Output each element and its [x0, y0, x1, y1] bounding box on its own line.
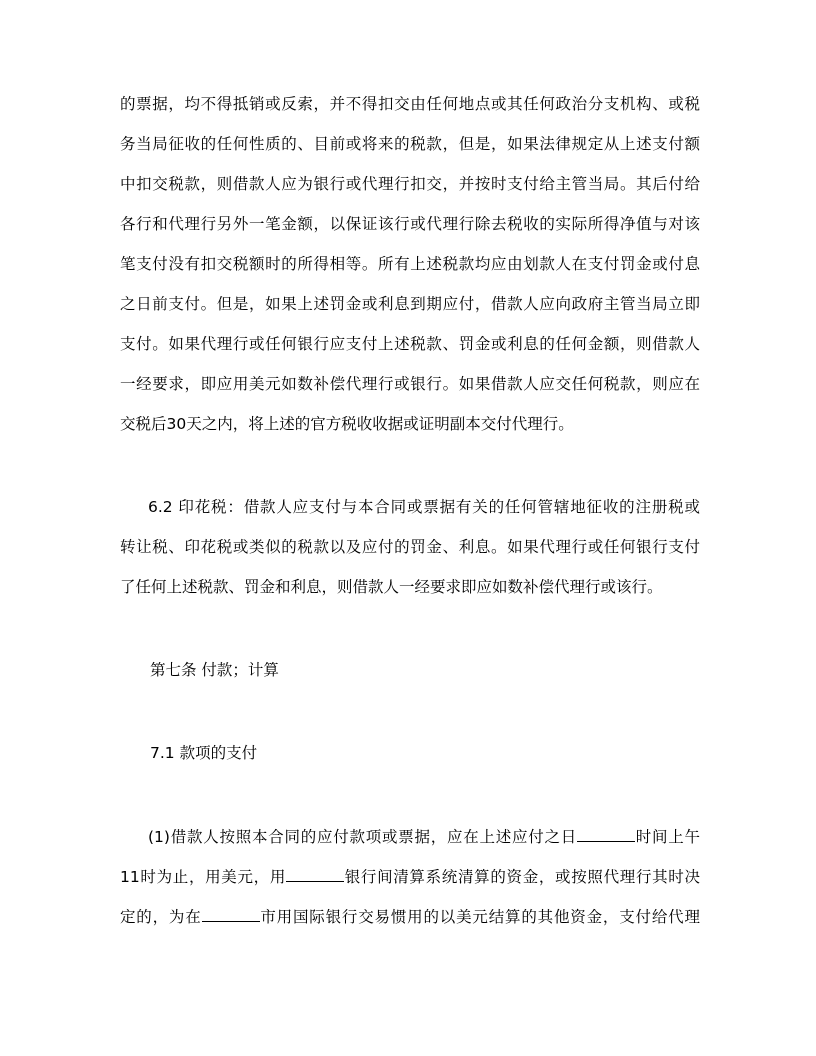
text-line: 笔支付没有扣交税额时的所得相等。所有上述税款均应由划款人在支付罚金或付息: [120, 255, 700, 273]
text-line: 一经要求，即应用美元如数补偿代理行或银行。如果借款人应交任何税款，则应在: [120, 375, 700, 393]
text-line: 支付。如果代理行或任何银行应支付上述税款、罚金或利息的任何金额，则借款人: [120, 335, 700, 353]
text-line: [120, 866, 700, 887]
text-fragment: 时间上午: [634, 828, 700, 846]
text-line: 6.2 印花税：借款人应支付与本合同或票据有关的任何管辖地征收的注册税或: [148, 498, 700, 516]
text-line: 中扣交税款，则借款人应为银行或代理行扣交，并按时支付给主管当局。其后付给: [120, 175, 700, 193]
text-line: 之日前支付。但是，如果上述罚金或利息到期应付，借款人应向政府主管当局立即: [120, 295, 700, 313]
text-line: [120, 906, 700, 927]
text-fragment: 11时为止，用美元，用: [120, 868, 287, 886]
text-fragment: 市用国际银行交易惯用的以美元结算的其他资金，支付给代理: [259, 908, 700, 926]
text-line: 交税后30天之内，将上述的官方税收收据或证明副本交付代理行。: [120, 415, 574, 433]
text-line: 务当局征收的任何性质的、目前或将来的税款，但是，如果法律规定从上述支付额: [120, 135, 700, 153]
fill-in-blank: [202, 906, 260, 922]
text-fragment: 定的，为在: [120, 908, 202, 926]
text-line: [148, 826, 700, 847]
section-heading: 7.1 款项的支付: [150, 744, 258, 762]
text-fragment: 银行间清算系统清算的资金，或按照代理行其时决: [344, 868, 700, 886]
fill-in-blank: [577, 826, 635, 842]
text-fragment: (1)借款人按照本合同的应付款项或票据，应在上述应付之日: [148, 828, 577, 846]
fill-in-blank: [286, 866, 344, 882]
text-line: 转让税、印花税或类似的税款以及应付的罚金、利息。如果代理行或任何银行支付: [120, 538, 700, 556]
text-line: 的票据，均不得抵销或反索，并不得扣交由任何地点或其任何政治分支机构、或税: [120, 95, 700, 113]
text-line: 各行和代理行另外一笔金额，以保证该行或代理行除去税收的实际所得净值与对该: [120, 215, 700, 233]
article-heading: 第七条 付款；计算: [150, 661, 279, 679]
text-line: 了任何上述税款、罚金和利息，则借款人一经要求即应如数补偿代理行或该行。: [120, 578, 663, 596]
